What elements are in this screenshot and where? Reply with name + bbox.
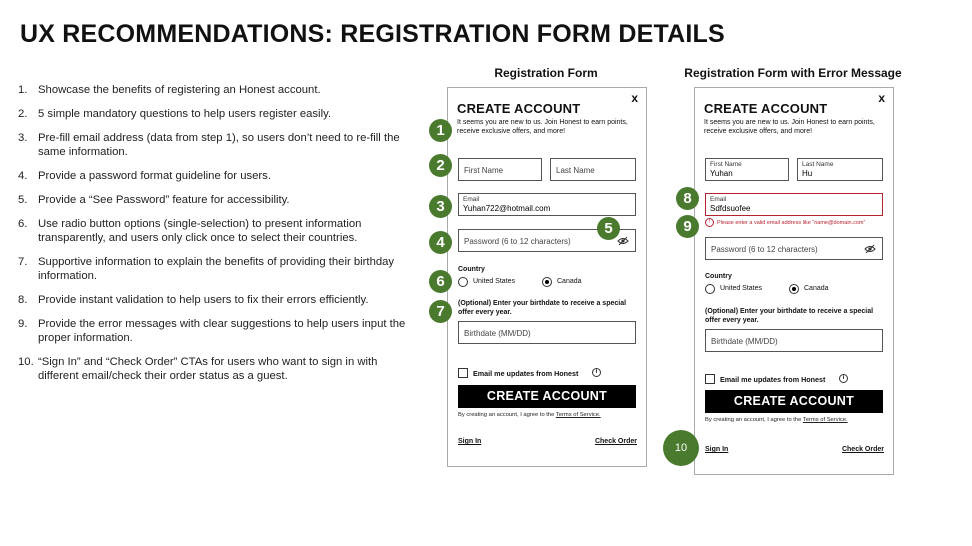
item-text: “Sign In” and “Check Order” CTAs for users who want to sign in with different email/check their order status as a guest. bbox=[38, 356, 378, 382]
item-text: Provide a password format guideline for users. bbox=[38, 170, 271, 182]
email-updates-checkbox[interactable] bbox=[458, 368, 468, 378]
password-placeholder: Password (6 to 12 characters) bbox=[464, 237, 571, 246]
item-text: Supportive information to explain the benefits of providing their birthday information. bbox=[38, 256, 395, 282]
badge-6: 6 bbox=[429, 270, 452, 293]
item-number: 2. bbox=[18, 108, 28, 120]
first-name-input[interactable] bbox=[458, 158, 542, 181]
badge-1: 1 bbox=[429, 119, 452, 142]
radio-label-canada: Canada bbox=[557, 278, 582, 285]
password-placeholder: Password (6 to 12 characters) bbox=[711, 245, 818, 254]
item-number: 8. bbox=[18, 294, 28, 306]
badge-4: 4 bbox=[429, 231, 452, 254]
item-number: 9. bbox=[18, 318, 28, 330]
item-text: Provide the error messages with clear suggestions to help users input the proper information. bbox=[38, 318, 406, 344]
first-name-label: First Name bbox=[710, 161, 742, 168]
registration-form bbox=[447, 87, 647, 467]
item-text: Use radio button options (single-selection) to present information transparently, and users only click once to select their countries. bbox=[38, 218, 362, 244]
form1-heading: Registration Form bbox=[494, 66, 598, 80]
item-text: 5 simple mandatory questions to help users register easily. bbox=[38, 108, 332, 120]
list-item bbox=[18, 107, 413, 121]
birthdate-placeholder: Birthdate (MM/DD) bbox=[464, 329, 531, 338]
terms-text bbox=[458, 412, 601, 418]
first-name-input[interactable] bbox=[705, 158, 789, 181]
last-name-value: Hu bbox=[802, 169, 813, 178]
item-number: 1. bbox=[18, 84, 28, 96]
country-label: Country bbox=[705, 273, 732, 280]
item-number: 4. bbox=[18, 170, 28, 182]
email-input[interactable] bbox=[705, 193, 883, 216]
form2-heading: Registration Form with Error Message bbox=[684, 66, 902, 80]
password-input[interactable] bbox=[705, 237, 883, 260]
terms-link[interactable]: Terms of Service. bbox=[802, 417, 848, 423]
email-updates-label: Email me updates from Honest bbox=[720, 375, 826, 384]
list-item bbox=[18, 255, 413, 283]
list-item bbox=[18, 317, 413, 345]
terms-link[interactable]: Terms of Service. bbox=[555, 412, 601, 418]
close-icon[interactable]: x bbox=[631, 91, 638, 105]
email-value: Yuhan722@hotmail.com bbox=[463, 204, 551, 213]
page-title: UX RECOMMENDATIONS: REGISTRATION FORM DETAILS bbox=[20, 20, 725, 48]
eye-icon[interactable] bbox=[864, 244, 876, 254]
error-icon: ! bbox=[705, 218, 714, 227]
form-intro: It seems you are new to us. Join Honest to earn points, receive exclusive offers, and more! bbox=[457, 119, 628, 135]
info-icon[interactable]: i bbox=[592, 368, 601, 377]
radio-united-states[interactable] bbox=[458, 277, 468, 287]
last-name-input[interactable] bbox=[797, 158, 883, 181]
birthdate-input[interactable] bbox=[705, 329, 883, 352]
email-updates-label: Email me updates from Honest bbox=[473, 369, 579, 378]
registration-form-error bbox=[694, 87, 894, 475]
badge-2: 2 bbox=[429, 154, 452, 177]
list-item bbox=[18, 355, 413, 383]
item-number: 10. bbox=[18, 356, 34, 368]
email-label: Email bbox=[710, 196, 727, 203]
radio-canada[interactable] bbox=[542, 277, 552, 287]
badge-7: 7 bbox=[429, 300, 452, 323]
form-title: CREATE ACCOUNT bbox=[704, 101, 828, 116]
birthdate-input[interactable] bbox=[458, 321, 636, 344]
item-number: 5. bbox=[18, 194, 28, 206]
item-number: 7. bbox=[18, 256, 28, 268]
list-item bbox=[18, 193, 413, 207]
error-text: Please enter a valid email address like “name@domain.com” bbox=[717, 219, 866, 226]
item-text: Provide instant validation to help users to fix their errors efficiently. bbox=[38, 294, 369, 306]
badge-5: 5 bbox=[597, 217, 620, 240]
last-name-label: Last Name bbox=[802, 161, 834, 168]
birthdate-placeholder: Birthdate (MM/DD) bbox=[711, 337, 778, 346]
badge-3: 3 bbox=[429, 195, 452, 218]
terms-text bbox=[705, 417, 848, 423]
item-text: Provide a “See Password” feature for accessibility. bbox=[38, 194, 290, 206]
recommendations-list bbox=[18, 83, 413, 393]
badge-9: 9 bbox=[676, 215, 699, 238]
eye-icon[interactable] bbox=[617, 236, 629, 246]
check-order-link[interactable]: Check Order bbox=[841, 446, 884, 453]
sign-in-link[interactable]: Sign In bbox=[458, 438, 482, 445]
radio-label-us: United States bbox=[720, 285, 763, 292]
list-item bbox=[18, 131, 413, 159]
list-item bbox=[18, 169, 413, 183]
radio-label-canada: Canada bbox=[804, 285, 829, 292]
last-name-input[interactable] bbox=[550, 158, 636, 181]
list-item bbox=[18, 293, 413, 307]
item-number: 3. bbox=[18, 132, 28, 144]
first-name-placeholder: First Name bbox=[464, 166, 504, 175]
email-updates-checkbox[interactable] bbox=[705, 374, 715, 384]
list-item bbox=[18, 83, 413, 97]
last-name-placeholder: Last Name bbox=[556, 166, 595, 175]
info-icon[interactable]: i bbox=[839, 374, 848, 383]
email-value: Sdfdsuofee bbox=[710, 204, 751, 213]
form-intro: It seems you are new to us. Join Honest to earn points, receive exclusive offers, and more! bbox=[704, 119, 875, 135]
terms-prefix: By creating an account, I agree to the bbox=[458, 412, 556, 418]
email-error-message bbox=[705, 218, 865, 227]
form-title: CREATE ACCOUNT bbox=[457, 101, 581, 116]
badge-8: 8 bbox=[676, 187, 699, 210]
email-label: Email bbox=[463, 196, 480, 203]
close-icon[interactable]: x bbox=[878, 91, 885, 105]
email-input[interactable] bbox=[458, 193, 636, 216]
birthdate-info: (Optional) Enter your birthdate to receive a special offer every year. bbox=[458, 300, 627, 316]
terms-prefix: By creating an account, I agree to the bbox=[705, 417, 803, 423]
item-text: Pre-fill email address (data from step 1), so users don’t need to re-fill the same information. bbox=[38, 132, 400, 158]
create-account-button[interactable]: CREATE ACCOUNT bbox=[458, 385, 636, 408]
item-text: Showcase the benefits of registering an Honest account. bbox=[38, 84, 321, 96]
sign-in-link[interactable]: Sign In bbox=[705, 446, 729, 453]
country-label: Country bbox=[458, 266, 485, 273]
radio-united-states[interactable] bbox=[705, 284, 715, 294]
badge-10: 10 bbox=[663, 430, 699, 466]
check-order-link[interactable]: Check Order bbox=[594, 438, 637, 445]
create-account-button[interactable]: CREATE ACCOUNT bbox=[705, 390, 883, 413]
birthdate-info: (Optional) Enter your birthdate to receive a special offer every year. bbox=[705, 308, 874, 324]
radio-label-us: United States bbox=[473, 278, 516, 285]
list-item bbox=[18, 217, 413, 245]
first-name-value: Yuhan bbox=[710, 169, 733, 178]
item-number: 6. bbox=[18, 218, 28, 230]
radio-canada[interactable] bbox=[789, 284, 799, 294]
